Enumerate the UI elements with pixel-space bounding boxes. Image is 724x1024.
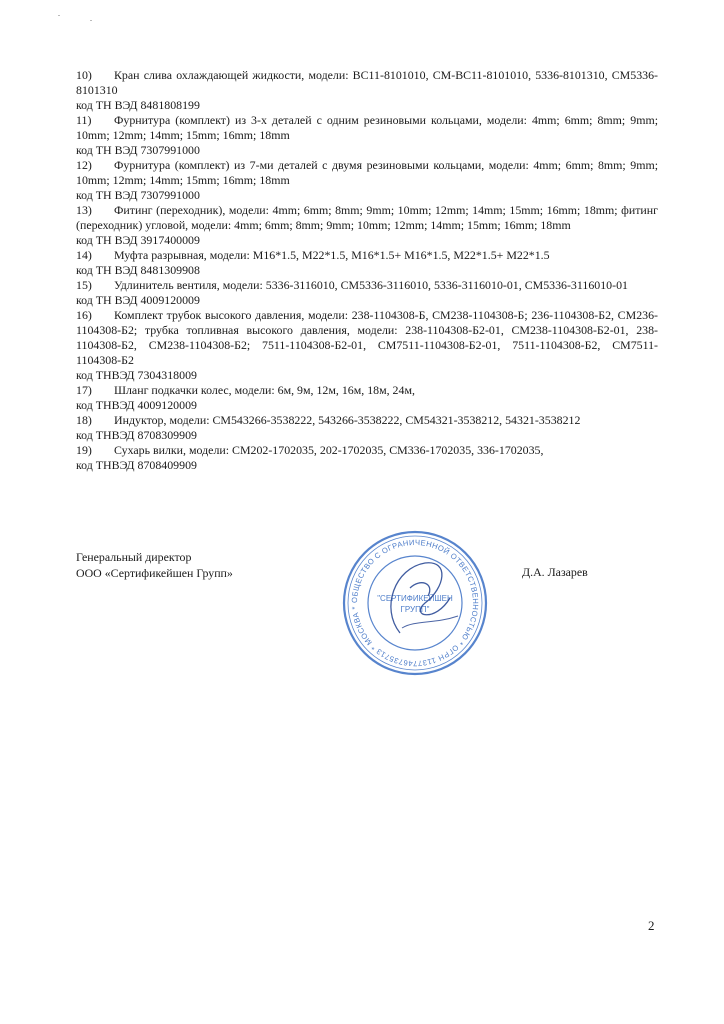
item-text: Комплект трубок высокого давления, модели: 238-1104308-Б, СМ238-1104308-Б; 236-1104308-Б2, СМ236-1104308-Б2; трубка топливная высокого давления, модели: 238-1104308-Б2-01, СМ238-1104308-Б2-01, 238-1104308-Б2, СМ238-1104308-Б2; 7511-1104308-Б2-01, СМ7511-1104308-Б2-01, 7511-1104308-Б2, СМ7511-1104308-Б2: [76, 308, 658, 367]
svg-text:"СЕРТИФИКЕЙШЕН: "СЕРТИФИКЕЙШЕН: [377, 594, 453, 603]
item-number: 19): [76, 443, 92, 457]
signatory-position: Генеральный директор: [76, 550, 192, 564]
list-item: [76, 308, 658, 383]
signatory-name: Д.А. Лазарев: [522, 565, 588, 579]
item-text: Муфта разрывная, модели: М16*1.5, М22*1.5, М16*1.5+ М16*1.5, М22*1.5+ М22*1.5: [114, 248, 550, 262]
item-code: код ТНВЭД 8708409909: [76, 458, 197, 472]
item-text: Индуктор, модели: СМ543266-3538222, 543266-3538222, СМ54321-3538212, 54321-3538212: [114, 413, 581, 427]
item-code: код ТН ВЭД 3917400009: [76, 233, 200, 247]
scan-speck: [58, 15, 60, 16]
item-text: Сухарь вилки, модели: СМ202-1702035, 202-1702035, СМ336-1702035, 336-1702035,: [114, 443, 544, 457]
item-text: Удлинитель вентиля, модели: 5336-3116010, СМ5336-3116010, 5336-3116010-01, СМ5336-3116010-01: [114, 278, 628, 292]
item-code: код ТН ВЭД 4009120009: [76, 293, 200, 307]
list-item: [76, 443, 658, 473]
svg-text:ОБЩЕСТВО С ОГРАНИЧЕННОЙ ОТВЕТС: ОБЩЕСТВО С ОГРАНИЧЕННОЙ ОТВЕТСТВЕННОСТЬЮ * ОГРН 1137746735713 * МОСКВА *: [349, 537, 481, 669]
list-item: [76, 158, 658, 203]
list-item: [76, 278, 658, 308]
item-code: код ТНВЭД 7304318009: [76, 368, 197, 382]
item-code: код ТНВЭД 8708309909: [76, 428, 197, 442]
item-text: Фурнитура (комплект) из 7-ми деталей с двумя резиновыми кольцами, модели: 4mm; 6mm; 8mm; 9mm; 10mm; 12mm; 14mm; 15mm; 16mm; 18mm: [76, 158, 658, 187]
list-item: [76, 413, 658, 443]
item-code: код ТН ВЭД 7307991000: [76, 188, 200, 202]
item-list: [76, 68, 658, 473]
item-code: код ТН ВЭД 8481808199: [76, 98, 200, 112]
item-number: 15): [76, 278, 92, 292]
list-item: [76, 113, 658, 158]
company-seal: [340, 528, 490, 678]
item-number: 10): [76, 68, 92, 82]
list-item: [76, 203, 658, 248]
item-code: код ТН ВЭД 8481309908: [76, 263, 200, 277]
list-item: [76, 68, 658, 113]
item-text: Шланг подкачки колес, модели: 6м, 9м, 12м, 16м, 18м, 24м,: [114, 383, 415, 397]
item-number: 17): [76, 383, 92, 397]
item-code: код ТНВЭД 4009120009: [76, 398, 197, 412]
item-text: Фитинг (переходник), модели: 4mm; 6mm; 8mm; 9mm; 10mm; 12mm; 14mm; 15mm; 16mm; 18mm; фитинг (переходник) угловой, модели: 4mm; 6mm; 8mm; 9mm; 10mm; 12mm; 14mm; 15mm; 16mm; 18mm: [76, 203, 658, 232]
item-number: 14): [76, 248, 92, 262]
svg-text:ГРУПП": ГРУПП": [400, 605, 430, 614]
scan-speck: [90, 20, 92, 21]
list-item: [76, 383, 658, 413]
signatory-company: ООО «Сертификейшен Групп»: [76, 566, 233, 580]
item-number: 13): [76, 203, 92, 217]
list-item: [76, 248, 658, 278]
item-code: код ТН ВЭД 7307991000: [76, 143, 200, 157]
item-text: Фурнитура (комплект) из 3-х деталей с одним резиновыми кольцами, модели: 4mm; 6mm; 8mm; 9mm; 10mm; 12mm; 14mm; 15mm; 16mm; 18mm: [76, 113, 658, 142]
item-number: 12): [76, 158, 92, 172]
page-number: 2: [648, 918, 655, 933]
signature-block: [76, 549, 233, 581]
item-text: Кран слива охлаждающей жидкости, модели: ВС11-8101010, СМ-ВС11-8101010, 5336-8101310, СМ5336-8101310: [76, 68, 658, 97]
item-number: 18): [76, 413, 92, 427]
item-number: 11): [76, 113, 92, 127]
item-number: 16): [76, 308, 92, 322]
